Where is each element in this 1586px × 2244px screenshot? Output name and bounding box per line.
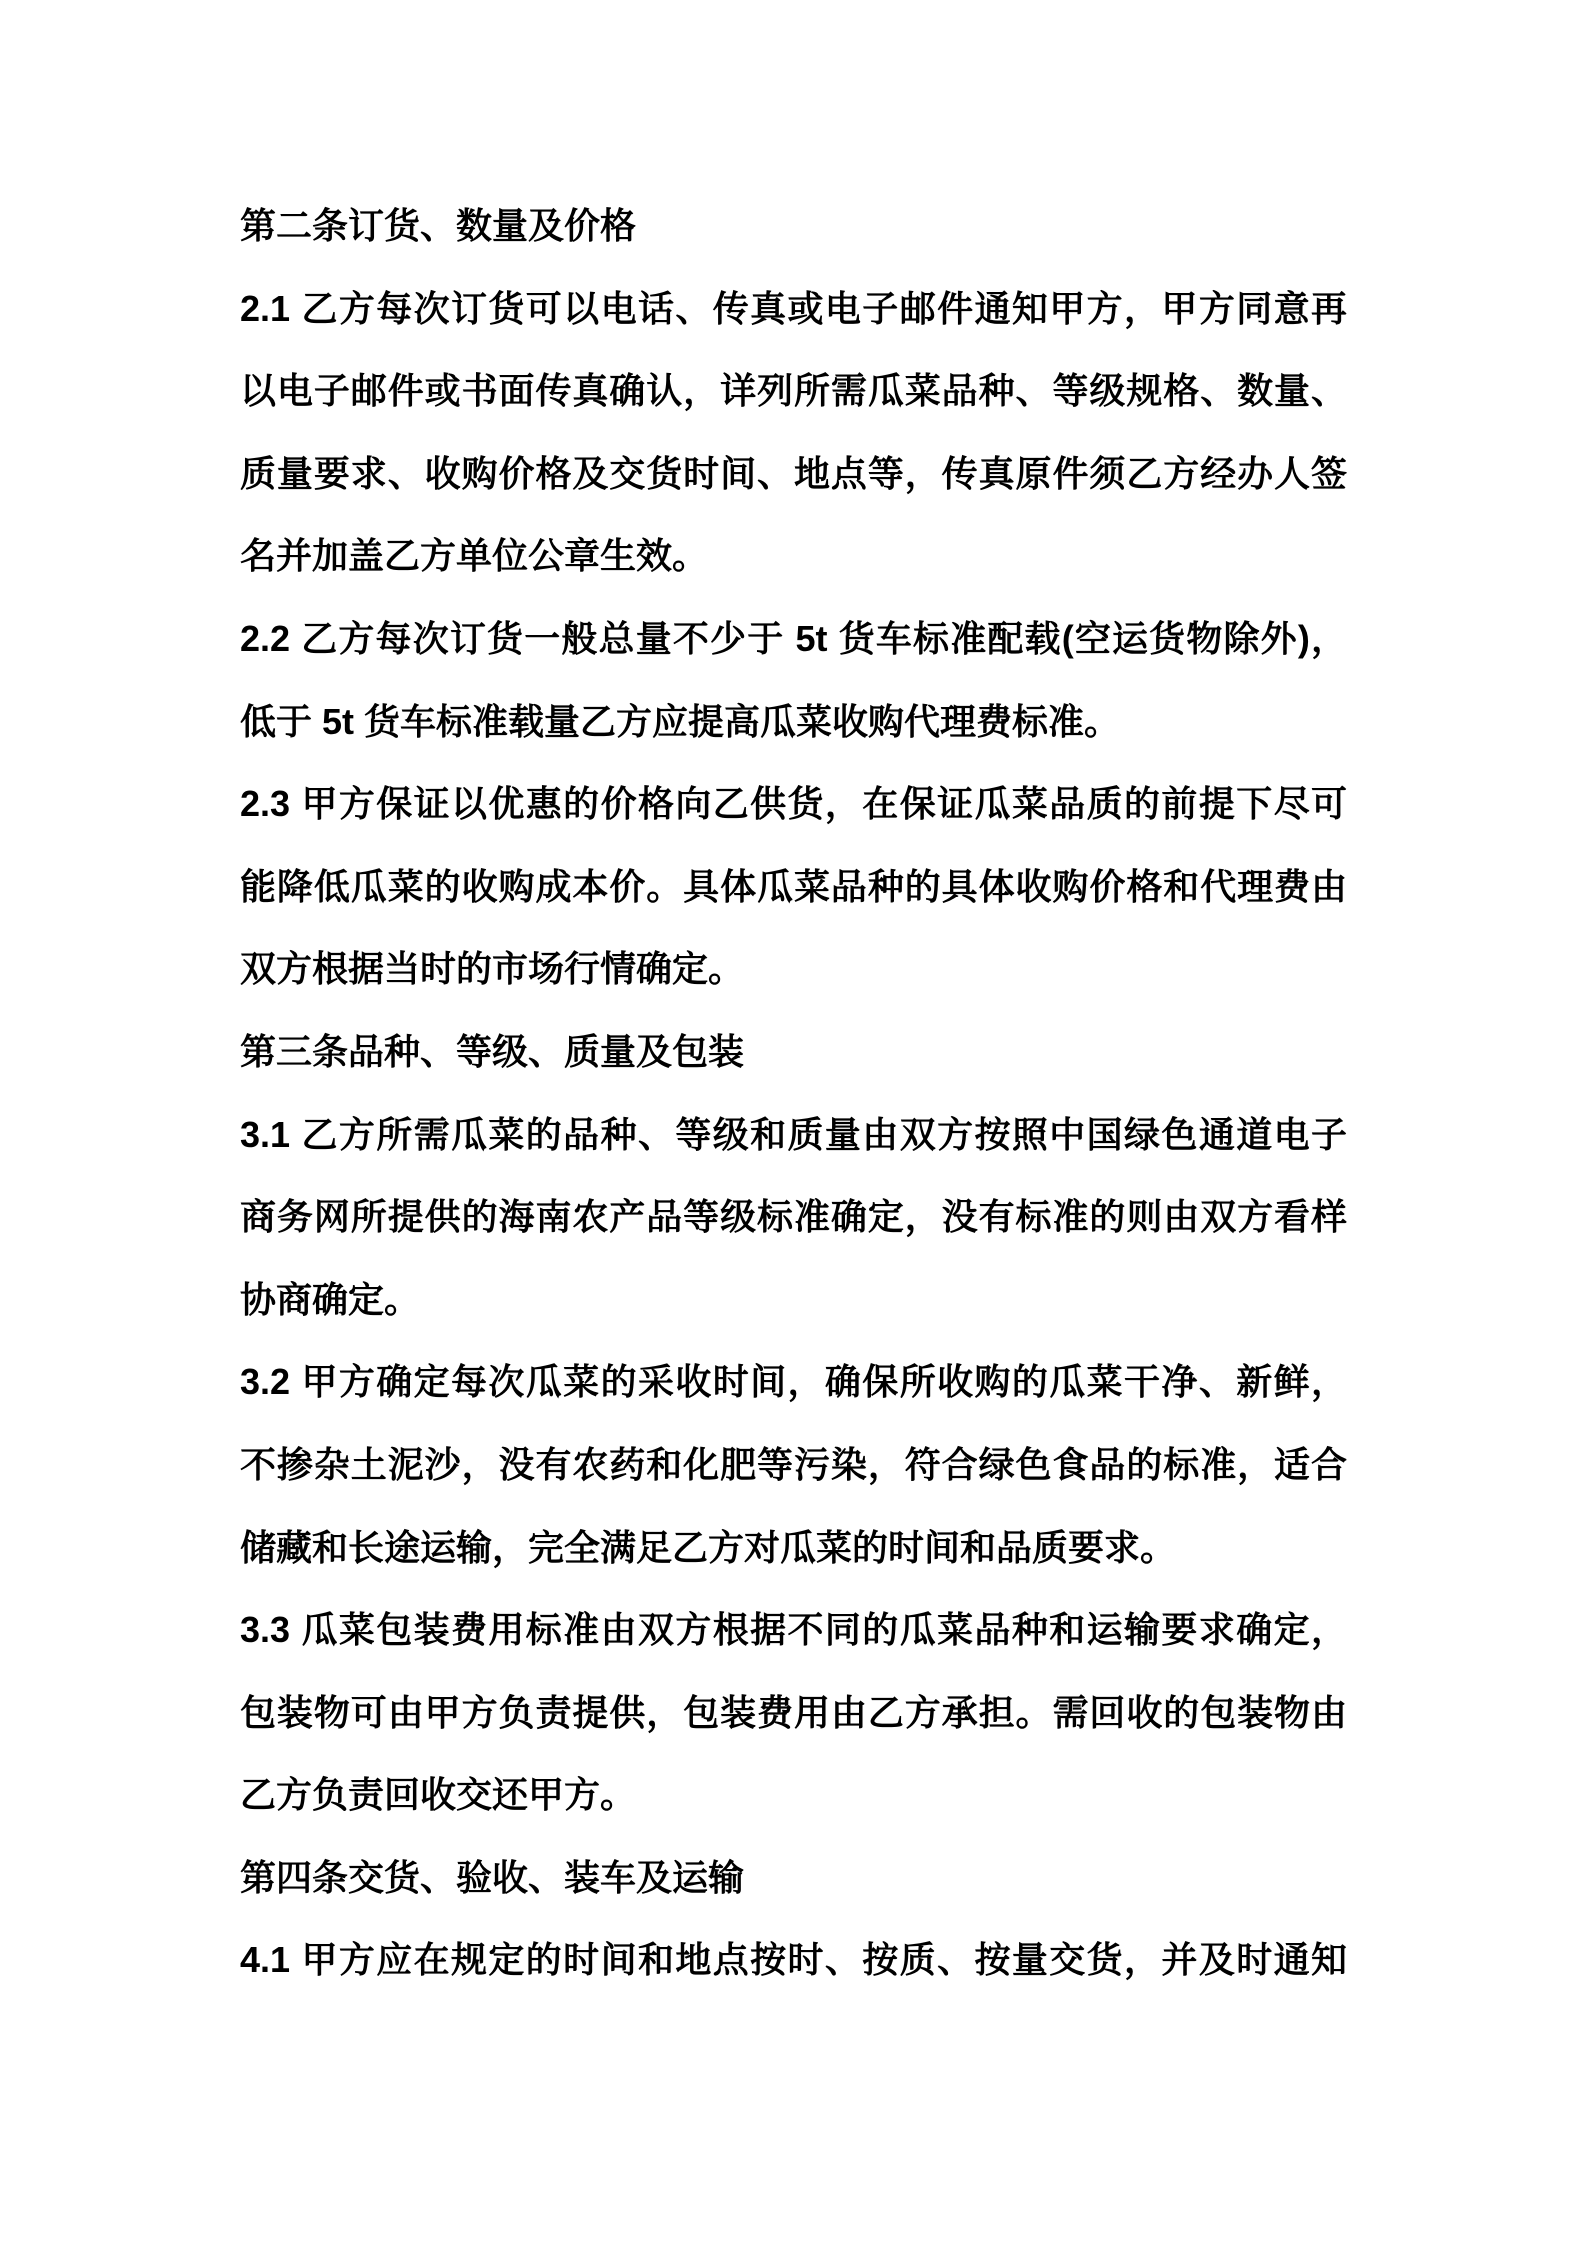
heading-article-3: 第三条品种、等级、质量及包装: [240, 1030, 745, 1072]
clause-3-1-line-3: 协商确定。: [240, 1278, 421, 1320]
clause-2-2-line-2: 低于 5t 货车标准载量乙方应提高瓜菜收购代理费标准。: [240, 700, 1121, 742]
clause-3-2-line-3: 储藏和长途运输，完全满足乙方对瓜菜的时间和品质要求。: [240, 1526, 1177, 1568]
clause-2-1-line-4: 名并加盖乙方单位公章生效。: [240, 535, 709, 577]
clause-3-3-line-1: 3.3 瓜菜包装费用标准由双方根据不同的瓜菜品种和运输要求确定，: [240, 1609, 1347, 1651]
clause-2-1-line-3: 质量要求、收购价格及交货时间、地点等，传真原件须乙方经办人签: [240, 452, 1347, 494]
clause-3-2-line-1: 3.2 甲方确定每次瓜菜的采收时间，确保所收购的瓜菜干净、新鲜，: [240, 1361, 1347, 1403]
clause-4-1-line-1: 4.1 甲方应在规定的时间和地点按时、按质、按量交货，并及时通知: [240, 1939, 1347, 1981]
clause-3-1-line-2: 商务网所提供的海南农产品等级标准确定，没有标准的则由双方看样: [240, 1196, 1347, 1238]
heading-article-2: 第二条订货、数量及价格: [240, 205, 637, 246]
document-body: [240, 185, 1347, 2002]
clause-3-1-line-1: 3.1 乙方所需瓜菜的品种、等级和质量由双方按照中国绿色通道电子: [240, 1113, 1347, 1155]
clause-2-1-line-1: 2.1 乙方每次订货可以电话、传真或电子邮件通知甲方，甲方同意再: [240, 287, 1347, 329]
clause-3-3-line-3: 乙方负责回收交还甲方。: [240, 1774, 637, 1816]
clause-3-2-line-2: 不掺杂土泥沙，没有农药和化肥等污染，符合绿色食品的标准，适合: [240, 1443, 1347, 1485]
clause-2-3-line-1: 2.3 甲方保证以优惠的价格向乙供货，在保证瓜菜品质的前提下尽可: [240, 783, 1347, 825]
clause-3-3-line-2: 包装物可由甲方负责提供，包装费用由乙方承担。需回收的包装物由: [240, 1691, 1347, 1733]
heading-article-4: 第四条交货、验收、装车及运输: [240, 1856, 745, 1898]
clause-2-2-line-1: 2.2 乙方每次订货一般总量不少于 5t 货车标准配载(空运货物除外)，: [240, 617, 1347, 659]
clause-2-1-line-2: 以电子邮件或书面传真确认，详列所需瓜菜品种、等级规格、数量、: [240, 370, 1347, 412]
clause-2-3-line-3: 双方根据当时的市场行情确定。: [240, 948, 745, 990]
clause-2-3-line-2: 能降低瓜菜的收购成本价。具体瓜菜品种的具体收购价格和代理费由: [240, 865, 1347, 907]
